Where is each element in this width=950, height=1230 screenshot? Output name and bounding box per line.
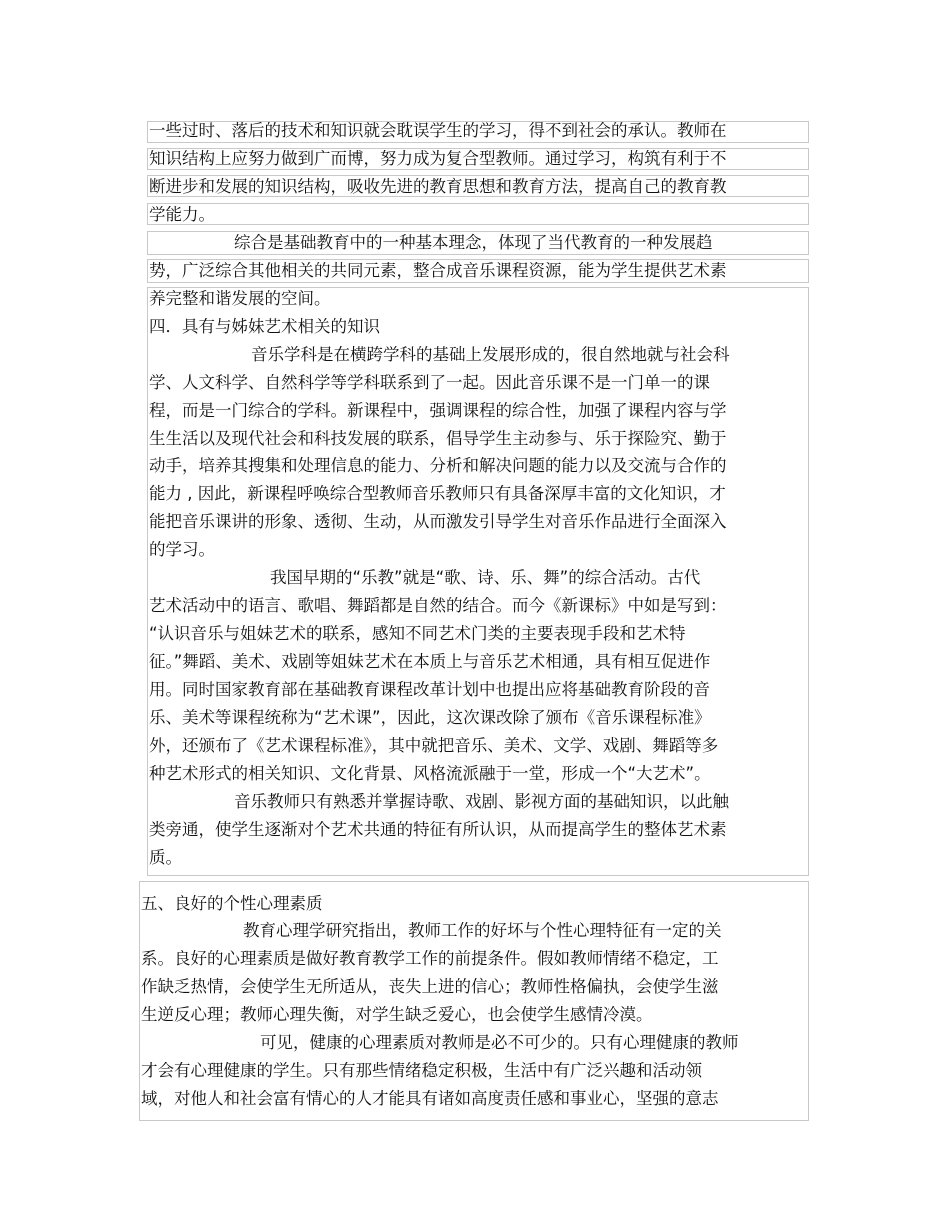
- text-box-4: [139, 881, 809, 1121]
- paragraph-line: 学能力。: [149, 205, 215, 224]
- paragraph-line: 质。: [149, 848, 182, 867]
- paragraph-line: 征。”舞蹈、美术、戏剧等姐妹艺术在本质上与音乐艺术相通，具有相互促进作: [149, 652, 711, 671]
- paragraph-line: 作缺乏热情，会使学生无所适从，丧失上进的信心；教师性格偏执，会使学生滋: [141, 977, 719, 996]
- paragraph-line: 乐、美术等课程统称为“艺术课”，因此，这次课改除了颁布《音乐课程标准》: [149, 708, 711, 727]
- paragraph-line: 断进步和发展的知识结构，吸收先进的教育思想和教育方法，提高自己的教育教: [149, 177, 727, 196]
- paragraph-line: 才会有心理健康的学生。只有那些情绪稳定积极，生活中有广泛兴趣和活动领: [141, 1061, 702, 1080]
- paragraph-line: 生生活以及现代社会和科技发展的联系，倡导学生主动参与、乐于探险究、勤于: [149, 429, 727, 448]
- paragraph-line: 动手，培养其搜集和处理信息的能力、分析和解决问题的能力以及交流与合作的: [149, 456, 727, 475]
- section-heading: 四．具有与姊妹艺术相关的知识: [149, 317, 380, 336]
- paragraph-line: 艺术活动中的语言、歌唱、舞蹈都是自然的结合。而今《新课标》中如是写到：: [149, 596, 727, 615]
- paragraph-line: 一些过时、落后的技术和知识就会耽误学生的学习，得不到社会的承认。教师在: [149, 121, 727, 140]
- paragraph-line: 势，广泛综合其他相关的共同元素，整合成音乐课程资源，能为学生提供艺术素: [149, 261, 727, 280]
- paragraph-line: 程，而是一门综合的学科。新课程中，强调课程的综合性，加强了课程内容与学: [149, 401, 727, 420]
- section-heading: 五、良好的个性心理素质: [141, 894, 323, 913]
- text-box-1d: [147, 203, 809, 225]
- paragraph-line: 能把音乐课讲的形象、透彻、生动，从而激发引导学生对音乐作品进行全面深入: [149, 512, 727, 531]
- paragraph-line: 知识结构上应努力做到广而博，努力成为复合型教师。通过学习，构筑有利于不: [149, 149, 727, 168]
- paragraph-line: 外，还颁布了《艺术课程标准》，其中就把音乐、美术、文学、戏剧、舞蹈等多: [149, 736, 719, 755]
- paragraph-line: 养完整和谐发展的空间。: [149, 289, 331, 308]
- paragraph-line: “认识音乐与姐妹艺术的联系，感知不同艺术门类的主要表现手段和艺术特: [149, 624, 686, 643]
- paragraph-line: 用。同时国家教育部在基础教育课程改革计划中也提出应将基础教育阶段的音: [149, 680, 710, 699]
- paragraph-line: 综合是基础教育中的一种基本理念，体现了当代教育的一种发展趋: [234, 233, 713, 252]
- paragraph-line: 音乐教师只有熟悉并掌握诗歌、戏剧、影视方面的基础知识，以此触: [234, 792, 729, 811]
- paragraph-line: 类旁通，使学生逐渐对个艺术共通的特征有所认识，从而提高学生的整体艺术素: [149, 820, 727, 839]
- paragraph-line: 生逆反心理；教师心理失衡，对学生缺乏爱心，也会使学生感情冷漠。: [141, 1005, 653, 1024]
- paragraph-line: 域，对他人和社会富有情心的人才能具有诸如高度责任感和事业心，坚强的意志: [141, 1089, 719, 1108]
- paragraph-line: 学、人文科学、自然科学等学科联系到了一起。因此音乐课不是一门单一的课: [149, 373, 710, 392]
- paragraph-line: 能力 , 因此，新课程呼唤综合型教师音乐教师只有具备深厚丰富的文化知识，才: [149, 484, 726, 503]
- paragraph-line: 可见，健康的心理素质对教师是必不可少的。只有心理健康的教师: [260, 1033, 739, 1052]
- paragraph-line: 音乐学科是在横跨学科的基础上发展形成的，很自然地就与社会科: [251, 345, 730, 364]
- paragraph-line: 我国早期的“乐教”就是“歌、诗、乐、舞”的综合活动。古代: [270, 568, 701, 587]
- paragraph-line: 系。良好的心理素质是做好教育教学工作的前提条件。假如教师情绪不稳定，工: [141, 949, 719, 968]
- paragraph-line: 教育心理学研究指出，教师工作的好坏与个性心理特征有一定的关: [243, 921, 722, 940]
- paragraph-line: 种艺术形式的相关知识、文化背景、风格流派融于一堂，形成一个“大艺术”。: [149, 764, 711, 783]
- paragraph-line: 的学习。: [149, 540, 215, 559]
